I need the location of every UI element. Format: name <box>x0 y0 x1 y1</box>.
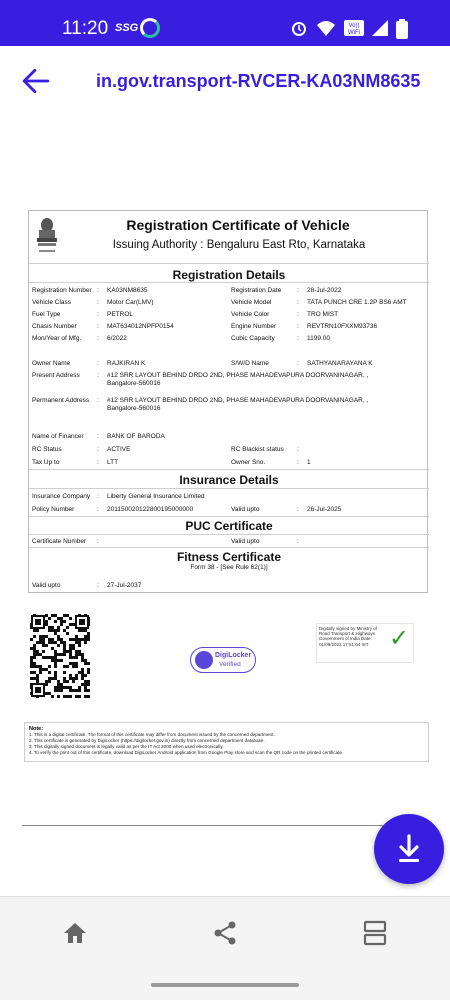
capacity-label: Cubic Capacity <box>231 335 275 342</box>
status-time: 11:20 <box>62 18 109 39</box>
vehicle-class-value: Motor Car(LMV) <box>107 299 154 306</box>
vehicle-color-value: TRO MIST <box>307 311 339 318</box>
note-line: 3. This digitally signed document is legally valid as per the IT Act 2000 when used electronically. <box>29 744 224 749</box>
fitness-valid-label: Valid upto <box>32 582 61 589</box>
engine-value: REVTRN10FXXM93736 <box>307 323 378 330</box>
digital-signature <box>316 623 414 663</box>
insurance-company-label: Insurance Company <box>32 493 91 500</box>
vehicle-model-value: TATA PUNCH CRE 1.2P BS6 AMT <box>307 299 407 306</box>
vowifi-icon <box>343 19 365 37</box>
certificate-document: Registration Certificate of Vehicle Issuing Authority : Bengaluru East Rto, Karnataka Registration Details Registration Number : KA03NM8635 Registration Date : 28-Jul-2022 Vehicle Class : Motor Car(LMV) Vehicle Model : TATA PUNCH CRE 1.2P BS6 AMT Fuel Type : PETROL Vehicle Color : TRO MIST Chasis Number : MAT634012NPFP0154 Engine Number : REVTRN10FXXM93736 Mon/Year of Mfg. : 6/2022 Cubic Capacity : 1199.00 Owner Name : RAJKIRAN K S/W/D Name : SATHYANARAYANA K Present Address : #12 SRR LAYOUT BEHIND DRDO 2ND, PHASE MAHADEVAPURA DOORVANINAGAR, , Bangalore-560016 Permanent Address : #12 SRR LAYOUT BEHIND DRDO 2ND, PHASE MAHADEVAPURA DOORVANINAGAR, , Bangalore-560016 Name of Financer : BANK OF BARODA RC Status : ACTIVE RC Blackist status : Tax Up to : LTT Owner Sno. : 1 Insurance Details Insurance Company : Liberty General Insurance Limited Policy Number : 201150020122800195000000 Valid upto : 26-Jul-2025 PUC Certificate Certificate Number : Valid upto : Fitness Certificate Form 38 - [See Rule 62(1)] Valid upto : 27-Jul-2037 <box>28 210 428 593</box>
mfg-value: 6/2022 <box>107 335 127 342</box>
present-address-value: #12 SRR LAYOUT BEHIND DRDO 2ND, PHASE MAHADEVAPURA DOORVANINAGAR, , Bangalore-560016 <box>107 372 369 387</box>
reg-date-label: Registration Date <box>231 287 282 294</box>
owner-sno-label: Owner Sno. <box>231 459 266 466</box>
fitness-heading: Fitness Certificate <box>176 550 282 564</box>
check-icon: ✓ <box>389 625 410 652</box>
divider <box>29 263 429 264</box>
blacklist-label: RC Blackist status <box>231 446 284 453</box>
divider <box>29 282 429 283</box>
issuing-authority: Issuing Authority : Bengaluru East Rto, Karnataka <box>112 239 366 251</box>
divider <box>29 516 429 517</box>
chassis-value: MAT634012NPFP0154 <box>107 323 174 330</box>
swd-label: S/W/D Name <box>231 360 269 367</box>
app-bar <box>0 46 450 116</box>
sync-icon <box>140 18 160 38</box>
divider <box>29 534 429 535</box>
note-line: 2. This certificate is generated by DigiLocker (https://digilocker.gov.in) directly from concerned department database. <box>29 738 265 743</box>
fuel-type-value: PETROL <box>107 311 134 318</box>
note-line: 1. This is a digital certificate. The format of this certificate may differ from document issued by the concerned department. <box>29 732 275 737</box>
svg-text:WiFi: WiFi <box>348 30 360 36</box>
grid-view-icon[interactable] <box>361 919 389 947</box>
share-icon[interactable] <box>211 919 239 947</box>
divider <box>29 547 429 548</box>
puc-heading: PUC Certificate <box>185 519 273 533</box>
fitness-subheading: Form 38 - [See Rule 62(1)] <box>190 564 268 571</box>
gesture-bar <box>151 983 299 987</box>
fitness-valid-value: 27-Jul-2037 <box>107 582 142 589</box>
insurance-valid-label: Valid upto <box>231 506 260 513</box>
reg-number-label: Registration Number <box>32 287 92 294</box>
tax-label: Tax Up to <box>32 459 60 466</box>
page-title: in.gov.transport-RVCER-KA03NM8635 <box>96 71 421 91</box>
download-icon <box>374 814 444 884</box>
reg-date-value: 28-Jul-2022 <box>307 287 342 294</box>
carrier-badge: SSG <box>115 22 139 34</box>
puc-valid-label: Valid upto <box>231 538 260 545</box>
note-box <box>24 722 429 762</box>
owner-sno-value: 1 <box>307 459 311 466</box>
insurance-company-value: Liberty General Insurance Limited <box>107 493 205 500</box>
financer-label: Name of Financer <box>32 433 84 440</box>
fuel-type-label: Fuel Type <box>32 311 61 318</box>
wifi-icon <box>316 19 336 37</box>
signature-text: Digitally signed by Ministry of Road Transport & Highways Government of India Date: 01/08/2022 17:51:04 IST <box>319 626 378 647</box>
note-line: 4. To verify the print out of this certificate, download DigiLocker Android application from Google Play store and scan the QR code on the printed certificate. <box>29 750 344 755</box>
digilocker-verified-badge <box>190 647 256 673</box>
home-icon[interactable] <box>61 919 89 947</box>
download-button[interactable] <box>374 814 444 884</box>
reg-number-value: KA03NM8635 <box>107 287 148 294</box>
permanent-address-value: #12 SRR LAYOUT BEHIND DRDO 2ND, PHASE MAHADEVAPURA DOORVANINAGAR, , Bangalore-560016 <box>107 397 369 412</box>
mfg-label: Mon/Year of Mfg. <box>32 335 82 342</box>
policy-label: Policy Number <box>32 506 75 513</box>
tax-value: LTT <box>107 459 119 466</box>
engine-label: Engine Number <box>231 323 277 330</box>
note-title: Note: <box>29 726 44 732</box>
swd-value: SATHYANARAYANA K <box>307 360 373 367</box>
signal-icon <box>371 19 389 37</box>
divider <box>29 488 429 489</box>
policy-value: 201150020122800195000000 <box>107 506 194 513</box>
bottom-nav <box>0 896 450 1000</box>
rc-status-value: ACTIVE <box>107 446 131 453</box>
arrow-left-icon[interactable] <box>22 66 50 96</box>
chassis-label: Chasis Number <box>32 323 77 330</box>
divider <box>29 469 429 470</box>
insurance-valid-value: 26-Jul-2025 <box>307 506 342 513</box>
registration-heading: Registration Details <box>172 268 286 282</box>
digilocker-logo-icon <box>195 651 213 669</box>
svg-text:Vo)): Vo)) <box>348 23 360 29</box>
page-divider <box>22 825 430 826</box>
alarm-icon <box>290 19 308 37</box>
status-bar <box>0 0 450 46</box>
battery-icon <box>396 19 408 39</box>
owner-label: Owner Name <box>32 360 71 367</box>
vehicle-model-label: Vehicle Model <box>231 299 272 306</box>
permanent-address-label: Permanent Address <box>32 397 90 404</box>
qr-code <box>30 614 90 698</box>
digilocker-label: DigiLocker <box>215 652 252 659</box>
certificate-title: Registration Certificate of Vehicle <box>126 217 350 233</box>
vehicle-class-label: Vehicle Class <box>32 299 72 306</box>
present-address-label: Present Address <box>32 372 80 379</box>
capacity-value: 1199.00 <box>307 335 331 342</box>
owner-value: RAJKIRAN K <box>107 360 146 367</box>
financer-value: BANK OF BARODA <box>107 433 165 440</box>
verified-label: Verified <box>219 661 241 668</box>
puc-cert-label: Certificate Number <box>32 538 87 545</box>
insurance-heading: Insurance Details <box>179 473 279 487</box>
vehicle-color-label: Vehicle Color <box>231 311 270 318</box>
rc-status-label: RC Status <box>32 446 62 453</box>
